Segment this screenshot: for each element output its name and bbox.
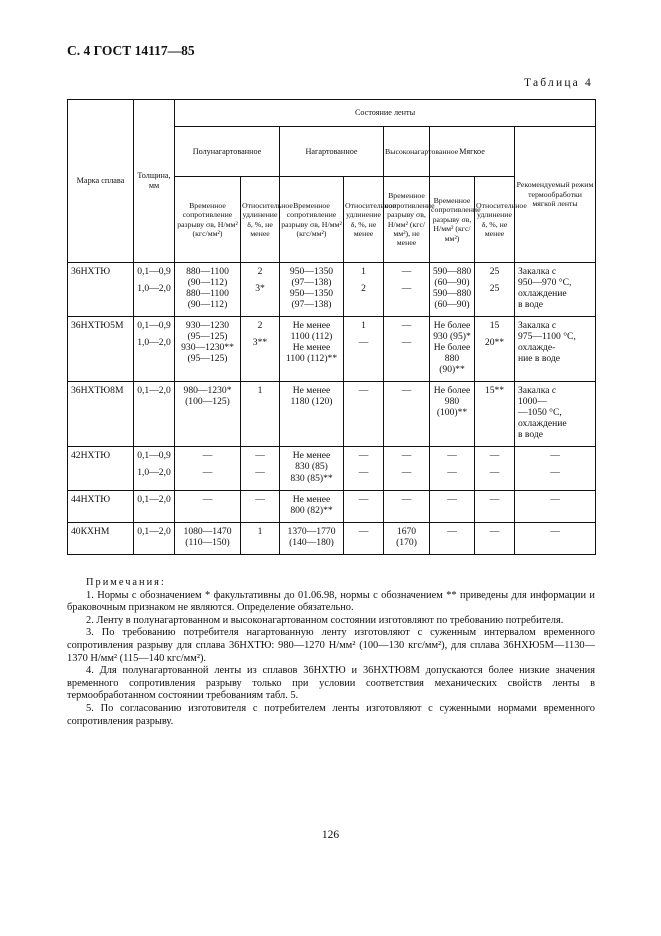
xhard-strength-cell: —: [384, 490, 430, 522]
thickness-cell: 0,1—0,9 1,0—2,0: [134, 317, 175, 382]
col-strength-xhard: Временное сопротивление разрыву σв, Н/мм² (кгс/мм²), не менее: [384, 177, 430, 263]
col-semi: Полунагартованное: [175, 127, 280, 177]
col-extra-hard: Высоконагартованное: [384, 127, 430, 177]
thickness-cell: 0,1—2,0: [134, 490, 175, 522]
properties-table: [67, 99, 596, 555]
regime-cell: —: [515, 522, 596, 554]
semi-strength-cell: 980—1230* (100—125): [175, 382, 241, 447]
regime-cell: —: [515, 490, 596, 522]
col-state: Состояние ленты: [175, 100, 596, 127]
note-2: 2. Ленту в полунагартованном и высоконагартованном состоянии изготовляют по требованию потребителя.: [86, 614, 564, 626]
hard-strength-cell: 950—1350 (97—138) 950—1350 (97—138): [280, 263, 344, 317]
col-elong-hard: Относительное удлинение δ, %, не менее: [344, 177, 384, 263]
hard-strength-cell: 1370—1770 (140—180): [280, 522, 344, 554]
hard-elong-cell: —: [344, 382, 384, 447]
table-row: [68, 522, 596, 554]
col-regime: Рекомендуемый режим термообработки мягкой ленты: [515, 127, 596, 263]
col-hard: Нагартованное: [280, 127, 384, 177]
hard-strength-cell: Не менее 800 (82)**: [280, 490, 344, 522]
soft-elong-cell: 25 25: [475, 263, 515, 317]
thickness-cell: 0,1—0,9 1,0—2,0: [134, 447, 175, 490]
note-5: 5. По согласованию изготовителя с потребителем ленты изготовляют с суженными нормами временного сопротивления разрыву.: [67, 702, 595, 727]
grade-cell: 36НХТЮ: [68, 263, 134, 317]
col-grade: Марка сплава: [68, 100, 134, 263]
table-caption: Таблица 4: [524, 77, 593, 89]
xhard-strength-cell: — —: [384, 447, 430, 490]
regime-cell: Закалка с 950—970 °С, охлаждение в воде: [515, 263, 596, 317]
semi-strength-cell: — —: [175, 447, 241, 490]
semi-elong-cell: 2 3*: [241, 263, 280, 317]
hard-elong-cell: 1 2: [344, 263, 384, 317]
soft-strength-cell: — —: [430, 447, 475, 490]
hard-elong-cell: — —: [344, 447, 384, 490]
semi-elong-cell: 1: [241, 522, 280, 554]
semi-strength-cell: —: [175, 490, 241, 522]
semi-strength-cell: 930—1230 (95—125) 930—1230** (95—125): [175, 317, 241, 382]
semi-elong-cell: 1: [241, 382, 280, 447]
table-row: [68, 263, 596, 317]
col-elong-semi: Относительное удлинение δ, %, не менее: [241, 177, 280, 263]
page-number: 126: [321, 829, 340, 841]
col-strength-hard: Временное сопротивление разрыву σв, Н/мм² (кгс/мм²): [280, 177, 344, 263]
col-thickness: Толщина, мм: [134, 100, 175, 263]
soft-elong-cell: —: [475, 522, 515, 554]
grade-cell: 42НХТЮ: [68, 447, 134, 490]
soft-elong-cell: — —: [475, 447, 515, 490]
hard-strength-cell: Не менее 830 (85) 830 (85)**: [280, 447, 344, 490]
soft-strength-cell: —: [430, 522, 475, 554]
soft-elong-cell: 15 20**: [475, 317, 515, 382]
col-elong-soft: Относительное удлинение δ, %, не менее: [475, 177, 515, 263]
xhard-strength-cell: 1670 (170): [384, 522, 430, 554]
xhard-strength-cell: — —: [384, 317, 430, 382]
thickness-cell: 0,1—2,0: [134, 382, 175, 447]
hard-strength-cell: Не менее 1180 (120): [280, 382, 344, 447]
notes-section: [67, 577, 595, 728]
regime-cell: — —: [515, 447, 596, 490]
grade-cell: 36НХТЮ8М: [68, 382, 134, 447]
semi-strength-cell: 1080—1470 (110—150): [175, 522, 241, 554]
xhard-strength-cell: —: [384, 382, 430, 447]
notes-title: Примечания:: [86, 577, 166, 588]
regime-cell: Закалка с 975—1100 °С, охлажде- ние в воде: [515, 317, 596, 382]
semi-strength-cell: 880—1100 (90—112) 880—1100 (90—112): [175, 263, 241, 317]
table-row: [68, 382, 596, 447]
soft-strength-cell: Не более 980 (100)**: [430, 382, 475, 447]
table-row: [68, 447, 596, 490]
hard-strength-cell: Не менее 1100 (112) Не менее 1100 (112)**: [280, 317, 344, 382]
table-row: [68, 317, 596, 382]
grade-cell: 44НХТЮ: [68, 490, 134, 522]
table-row: [68, 490, 596, 522]
soft-strength-cell: 590—880 (60—90) 590—880 (60—90): [430, 263, 475, 317]
hard-elong-cell: —: [344, 490, 384, 522]
hard-elong-cell: 1 —: [344, 317, 384, 382]
semi-elong-cell: — —: [241, 447, 280, 490]
thickness-cell: 0,1—0,9 1,0—2,0: [134, 263, 175, 317]
grade-cell: 36НХТЮ5М: [68, 317, 134, 382]
regime-cell: Закалка с 1000— —1050 °С, охлаждение в воде: [515, 382, 596, 447]
semi-elong-cell: 2 3**: [241, 317, 280, 382]
col-strength-semi: Временное сопротивление разрыву σв, Н/мм² (кгс/мм²): [175, 177, 241, 263]
semi-elong-cell: —: [241, 490, 280, 522]
col-soft: Мягкое: [430, 127, 515, 177]
col-strength-soft: Временное сопротивление разрыву σв, Н/мм² (кгс/мм²): [430, 177, 475, 263]
grade-cell: 40КХНМ: [68, 522, 134, 554]
hard-elong-cell: —: [344, 522, 384, 554]
soft-strength-cell: —: [430, 490, 475, 522]
soft-elong-cell: —: [475, 490, 515, 522]
soft-strength-cell: Не более 930 (95)* Не более 880 (90)**: [430, 317, 475, 382]
thickness-cell: 0,1—2,0: [134, 522, 175, 554]
xhard-strength-cell: — —: [384, 263, 430, 317]
note-3: 3. По требованию потребителя нагартованную ленту изготовляют с суженным интервалом временного сопротивления разрыву для сплава 36НХТЮ: 980—1270 Н/мм² (100—130 кгс/мм²), для сплава 36НХЮ5М—1130—1370 Н/мм² (115—140 кгс/мм²).: [67, 627, 595, 664]
note-1: 1. Нормы с обозначением * факультативны до 01.06.98, нормы с обозначением ** приведены для информации и браковочным признаком не являются. Определение обязательно.: [67, 589, 595, 614]
soft-elong-cell: 15**: [475, 382, 515, 447]
page-header: С. 4 ГОСТ 14117—85: [67, 43, 195, 58]
note-4: 4. Для полунагартованной ленты из сплавов 36НХТЮ и 36НХТЮ8М допускаются более низкие значения временного сопротивления разрыву только при условии соответствия механических свойств ленты в термообработанном состоянии требованиям табл. 5.: [67, 665, 595, 702]
